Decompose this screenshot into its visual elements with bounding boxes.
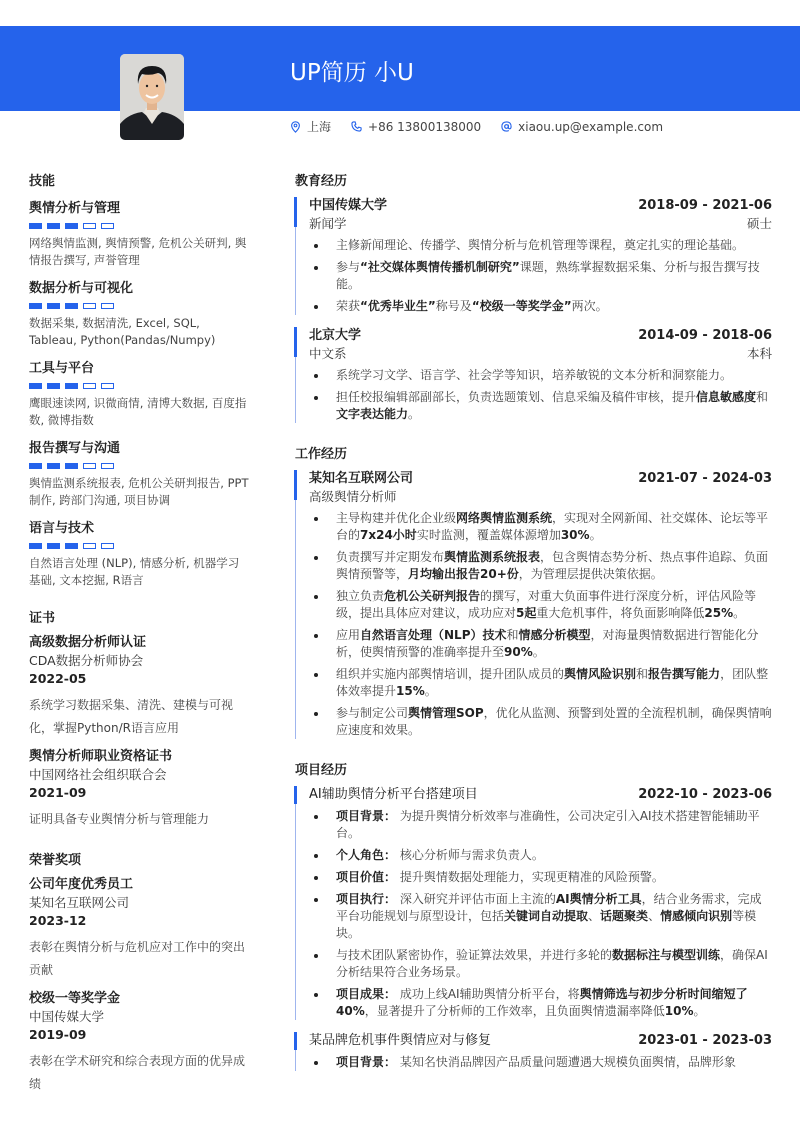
skill-name: 数据分析与可视化 bbox=[29, 281, 134, 296]
project-name: 某品牌危机事件舆情应对与修复 bbox=[309, 1033, 492, 1048]
entry-header bbox=[309, 470, 772, 488]
level-filled-icon bbox=[47, 223, 60, 229]
bullet-text: 重大危机事件，将负面影响降低 bbox=[536, 606, 705, 620]
skills-title: 技能 bbox=[29, 174, 56, 189]
certificate-issuer: 中国网络社会组织联合会 bbox=[29, 767, 167, 782]
bullet-highlight: 个人角色： bbox=[336, 848, 397, 862]
certificate-date: 2021-09 bbox=[29, 785, 87, 800]
degree: 硕士 bbox=[746, 216, 772, 231]
certificate-description: 系统学习数据采集、清洗、建模与可视化，掌握Python/R语言应用 bbox=[29, 698, 234, 735]
bullet-text: 独立负责 bbox=[336, 589, 385, 603]
bullet-item bbox=[309, 1054, 772, 1071]
level-filled-icon bbox=[29, 303, 42, 309]
certificate-name: 高级数据分析师认证 bbox=[29, 635, 147, 650]
bullet-text: 。 bbox=[408, 407, 421, 421]
skill-item bbox=[29, 277, 249, 349]
level-empty-icon bbox=[83, 303, 96, 309]
level-filled-icon bbox=[65, 303, 78, 309]
skill-level-meter bbox=[29, 383, 249, 389]
skill-name: 报告撰写与沟通 bbox=[29, 441, 121, 456]
certificates-section bbox=[29, 607, 249, 831]
bullet-text: 主导构建并优化企业级 bbox=[336, 511, 457, 525]
bullet-highlight: 危机公关研判报告 bbox=[384, 589, 481, 603]
bullet-text: ，实现对全网新闻、社交媒体、论坛等平台的 bbox=[336, 511, 769, 542]
entry-header bbox=[309, 197, 772, 215]
honor-name: 公司年度优秀员工 bbox=[29, 877, 134, 892]
profile-photo bbox=[120, 54, 184, 140]
skill-level-meter bbox=[29, 543, 249, 549]
bullet-highlight: 报告撰写能力 bbox=[648, 667, 721, 681]
skill-item bbox=[29, 517, 249, 589]
education-entry bbox=[295, 197, 772, 315]
contact-location bbox=[290, 118, 331, 135]
bullet-item bbox=[309, 891, 772, 942]
work-section bbox=[295, 443, 772, 739]
education-section bbox=[295, 170, 772, 423]
certificate-name: 舆情分析师职业资格证书 bbox=[29, 749, 173, 764]
date-range: 2014-09 - 2018-06 bbox=[638, 328, 772, 343]
work-entry bbox=[295, 470, 772, 739]
email-text: xiaou.up@example.com bbox=[518, 119, 664, 134]
project-entry bbox=[295, 786, 772, 1020]
level-filled-icon bbox=[29, 463, 42, 469]
skill-keywords: 网络舆情监测, 舆情预警, 危机公关研判, 舆情报告撰写, 声誉管理 bbox=[29, 236, 247, 267]
bullet-highlight: 项目背景： bbox=[336, 809, 397, 823]
skills-section bbox=[29, 170, 249, 589]
bullet-text: 参与制定公司 bbox=[336, 706, 409, 720]
bullet-highlight: 15% bbox=[396, 684, 425, 698]
level-empty-icon bbox=[83, 383, 96, 389]
bullet-item bbox=[309, 389, 772, 423]
projects-section bbox=[295, 759, 772, 1071]
level-empty-icon bbox=[83, 543, 96, 549]
entry-header bbox=[309, 786, 772, 804]
school-name: 北京大学 bbox=[309, 328, 362, 343]
bullet-text: 。 bbox=[589, 528, 602, 542]
honor-issuer: 中国传媒大学 bbox=[29, 1009, 105, 1024]
bullet-highlight: 10% bbox=[664, 1004, 694, 1018]
date-range: 2022-10 - 2023-06 bbox=[638, 787, 772, 802]
bullet-text: 参与 bbox=[336, 260, 361, 274]
bullet-highlight: 5起 bbox=[516, 606, 537, 620]
bullet-text: 等模块。 bbox=[336, 909, 757, 940]
certificate bbox=[29, 634, 249, 740]
skill-item bbox=[29, 197, 249, 269]
certificate bbox=[29, 748, 249, 831]
level-empty-icon bbox=[83, 463, 96, 469]
bullet-text: 组织并实施内部舆情培训，提升团队成员的 bbox=[336, 667, 565, 681]
bullet-text: 成功上线AI辅助舆情分析平台，将 bbox=[396, 987, 580, 1001]
bullet-text: 实时监测，覆盖媒体源增加 bbox=[416, 528, 561, 542]
date-range: 2021-07 - 2024-03 bbox=[638, 471, 772, 486]
honor-description: 表彰在学术研究和综合表现方面的优异成绩 bbox=[29, 1054, 246, 1091]
honor-name: 校级一等奖学金 bbox=[29, 991, 121, 1006]
bullet-highlight: 舆情风险识别 bbox=[564, 667, 637, 681]
bullet-highlight: 情感倾向识别 bbox=[660, 909, 733, 923]
certificate-issuer: CDA数据分析师协会 bbox=[29, 653, 144, 668]
level-filled-icon bbox=[47, 383, 60, 389]
bullet-item bbox=[309, 367, 772, 384]
bullet-highlight: 自然语言处理（NLP）技术 bbox=[360, 628, 507, 642]
date-range: 2023-01 - 2023-03 bbox=[638, 1033, 772, 1048]
bullet-text: 称号及 bbox=[435, 299, 472, 313]
bullet-highlight: “优秀毕业生” bbox=[360, 299, 436, 313]
bullet-highlight: 90% bbox=[504, 645, 533, 659]
bullet-item bbox=[309, 259, 772, 293]
skill-name: 舆情分析与管理 bbox=[29, 201, 121, 216]
degree: 本科 bbox=[746, 346, 772, 361]
skill-keywords: 舆情监测系统报表, 危机公关研判报告, PPT制作, 跨部门沟通, 项目协调 bbox=[29, 476, 249, 507]
work-title: 工作经历 bbox=[295, 447, 348, 462]
job-title: 高级舆情分析师 bbox=[309, 489, 397, 504]
bullet-highlight: 舆情监测系统报表 bbox=[444, 550, 541, 564]
education-entry bbox=[295, 327, 772, 423]
bullet-list bbox=[309, 237, 772, 315]
phone-icon bbox=[351, 121, 362, 132]
entry-subheader bbox=[309, 345, 772, 363]
company-name: 某知名互联网公司 bbox=[309, 471, 414, 486]
bullet-text: 两次。 bbox=[571, 299, 608, 313]
bullet-list bbox=[309, 1054, 772, 1071]
level-filled-icon bbox=[65, 463, 78, 469]
skill-name: 语言与技术 bbox=[29, 521, 95, 536]
entry-header bbox=[309, 327, 772, 345]
entry-header bbox=[309, 1032, 772, 1050]
skill-level-meter bbox=[29, 223, 249, 229]
level-filled-icon bbox=[65, 223, 78, 229]
bullet-highlight: 网络舆情监测系统 bbox=[456, 511, 553, 525]
bullet-item bbox=[309, 510, 772, 544]
email-at-icon bbox=[501, 121, 512, 132]
bullet-highlight: 项目价值： bbox=[336, 870, 397, 884]
bullet-text: 提升舆情数据处理能力，实现更精准的风险预警。 bbox=[396, 870, 664, 884]
bullet-list bbox=[309, 367, 772, 423]
bullet-text: 负责撰写并定期发布 bbox=[336, 550, 445, 564]
bullet-item bbox=[309, 986, 772, 1020]
bullet-text: 和 bbox=[506, 628, 519, 642]
bullet-highlight: 项目成果： bbox=[336, 987, 397, 1001]
left-column bbox=[29, 170, 249, 1108]
entry-subheader bbox=[309, 488, 772, 506]
level-filled-icon bbox=[65, 543, 78, 549]
bullet-highlight: 项目背景： bbox=[336, 1055, 397, 1069]
bullet-text: ，显著提升了分析师的工作效率，且负面舆情遗漏率降低 bbox=[364, 1004, 665, 1018]
skill-item bbox=[29, 437, 249, 509]
level-empty-icon bbox=[101, 303, 114, 309]
skill-keywords: 数据采集, 数据清洗, Excel, SQL, Tableau, Python(Pandas/Numpy) bbox=[29, 316, 216, 347]
entry-subheader bbox=[309, 215, 772, 233]
level-empty-icon bbox=[101, 463, 114, 469]
level-filled-icon bbox=[65, 383, 78, 389]
level-filled-icon bbox=[29, 223, 42, 229]
school-name: 中国传媒大学 bbox=[309, 198, 388, 213]
bullet-text: ，对海量舆情数据进行智能化分析，使舆情预警的准确率提升至 bbox=[336, 628, 759, 659]
bullet-text: ，优化从监测、预警到处置的全流程机制，确保舆情响应速度和效果。 bbox=[336, 706, 772, 737]
bullet-highlight: 舆情筛选与初步分析时间缩短了40% bbox=[336, 987, 748, 1018]
bullet-text: 深入研究并评估市面上主流的 bbox=[396, 892, 556, 906]
bullet-highlight: 7x24小时 bbox=[360, 528, 417, 542]
bullet-text: ，包含舆情态势分析、热点事件追踪、负面舆情预警等， bbox=[336, 550, 769, 581]
bullet-text: 。 bbox=[532, 645, 545, 659]
bullet-highlight: 信息敏感度 bbox=[696, 390, 757, 404]
location-pin-icon bbox=[290, 121, 301, 133]
level-filled-icon bbox=[47, 463, 60, 469]
bullet-text: 、 bbox=[648, 909, 661, 923]
date-range: 2018-09 - 2021-06 bbox=[638, 198, 772, 213]
bullet-item bbox=[309, 549, 772, 583]
bullet-item bbox=[309, 627, 772, 661]
projects-title: 项目经历 bbox=[295, 763, 348, 778]
honors-title: 荣誉奖项 bbox=[29, 853, 82, 868]
honor-issuer: 某知名互联网公司 bbox=[29, 895, 130, 910]
phone-text: +86 13800138000 bbox=[368, 119, 482, 134]
bullet-highlight: 文字表达能力 bbox=[336, 407, 409, 421]
bullet-highlight: 月均输出报告20+份 bbox=[408, 567, 519, 581]
bullet-text: ，团队整体效率提升 bbox=[336, 667, 769, 698]
level-filled-icon bbox=[29, 543, 42, 549]
level-filled-icon bbox=[47, 543, 60, 549]
honor bbox=[29, 876, 249, 982]
honors-section bbox=[29, 849, 249, 1096]
skill-level-meter bbox=[29, 463, 249, 469]
skill-item bbox=[29, 357, 249, 429]
bullet-highlight: 情感分析模型 bbox=[518, 628, 591, 642]
skill-keywords: 鹰眼速读网, 识微商情, 清博大数据, 百度指数, 微博指数 bbox=[29, 396, 247, 427]
bullet-item bbox=[309, 237, 772, 254]
honor bbox=[29, 990, 249, 1096]
level-empty-icon bbox=[101, 383, 114, 389]
bullet-highlight: 项目执行： bbox=[336, 892, 397, 906]
bullet-text: 课题，熟练掌握数据采集、分析与报告撰写技能。 bbox=[336, 260, 760, 291]
bullet-text: 某知名快消品牌因产品质量问题遭遇大规模负面舆情，品牌形象 bbox=[396, 1055, 736, 1069]
level-filled-icon bbox=[47, 303, 60, 309]
bullet-highlight: 25% bbox=[704, 606, 734, 620]
bullet-text: ，为管理层提供决策依据。 bbox=[518, 567, 663, 581]
bullet-item bbox=[309, 298, 772, 315]
major: 中文系 bbox=[309, 346, 347, 361]
bullet-item bbox=[309, 666, 772, 700]
education-title: 教育经历 bbox=[295, 174, 348, 189]
right-column bbox=[295, 170, 772, 1083]
bullet-list bbox=[309, 510, 772, 739]
bullet-text: 和 bbox=[756, 390, 769, 404]
bullet-highlight: “社交媒体舆情传播机制研究” bbox=[360, 260, 520, 274]
bullet-text: ，确保AI分析结果符合业务场景。 bbox=[336, 948, 768, 979]
bullet-text: 。 bbox=[733, 606, 746, 620]
bullet-highlight: “校级一等奖学金” bbox=[471, 299, 572, 313]
project-entry bbox=[295, 1032, 772, 1071]
bullet-text: ，结合业务需求，完成平台功能规划与原型设计，包括 bbox=[336, 892, 762, 923]
skill-name: 工具与平台 bbox=[29, 361, 95, 376]
bullet-text: 系统学习文学、语言学、社会学等知识，培养敏锐的文本分析和洞察能力。 bbox=[336, 368, 733, 382]
bullet-text: 和 bbox=[636, 667, 649, 681]
bullet-item bbox=[309, 947, 772, 981]
bullet-text: 核心分析师与需求负责人。 bbox=[396, 848, 544, 862]
bullet-item bbox=[309, 588, 772, 622]
bullet-item bbox=[309, 808, 772, 842]
level-empty-icon bbox=[83, 223, 96, 229]
location-text: 上海 bbox=[307, 120, 332, 134]
level-empty-icon bbox=[101, 543, 114, 549]
project-name: AI辅助舆情分析平台搭建项目 bbox=[309, 787, 478, 802]
candidate-name: UP简历 小U bbox=[290, 60, 414, 86]
bullet-text: 担任校报编辑部副部长，负责选题策划、信息采编及稿件审核，提升 bbox=[336, 390, 697, 404]
level-filled-icon bbox=[29, 383, 42, 389]
certificate-description: 证明具备专业舆情分析与管理能力 bbox=[29, 812, 210, 826]
bullet-text: 、 bbox=[588, 909, 601, 923]
bullet-highlight: 数据标注与模型训练 bbox=[612, 948, 721, 962]
honor-date: 2019-09 bbox=[29, 1027, 87, 1042]
bullet-text: 为提升舆情分析效率与准确性，公司决定引入AI技术搭建智能辅助平台。 bbox=[336, 809, 760, 840]
bullet-item bbox=[309, 847, 772, 864]
contact-info bbox=[290, 118, 683, 135]
bullet-text: 应用 bbox=[336, 628, 361, 642]
bullet-highlight: 话题聚类 bbox=[600, 909, 649, 923]
certificate-date: 2022-05 bbox=[29, 671, 87, 686]
honor-description: 表彰在舆情分析与危机应对工作中的突出贡献 bbox=[29, 940, 246, 977]
honor-date: 2023-12 bbox=[29, 913, 87, 928]
contact-email[interactable] bbox=[501, 120, 663, 134]
bullet-highlight: 30% bbox=[560, 528, 590, 542]
level-empty-icon bbox=[101, 223, 114, 229]
bullet-text: 主修新闻理论、传播学、舆情分析与危机管理等课程，奠定扎实的理论基础。 bbox=[336, 238, 745, 252]
bullet-text: 的撰写，对重大负面事件进行深度分析，评估风险等级，提出具体应对建议，成功应对 bbox=[336, 589, 757, 620]
bullet-highlight: AI舆情分析工具 bbox=[555, 892, 642, 906]
certificates-title: 证书 bbox=[29, 611, 56, 626]
bullet-text: 。 bbox=[693, 1004, 706, 1018]
bullet-item bbox=[309, 869, 772, 886]
bullet-text: 与技术团队紧密协作，验证算法效果，并进行多轮的 bbox=[336, 948, 613, 962]
bullet-text: 。 bbox=[424, 684, 437, 698]
major: 新闻学 bbox=[309, 216, 347, 231]
skill-keywords: 自然语言处理 (NLP), 情感分析, 机器学习基础, 文本挖掘, R语言 bbox=[29, 556, 240, 587]
bullet-highlight: 舆情管理SOP bbox=[408, 706, 484, 720]
contact-phone[interactable] bbox=[351, 120, 481, 134]
bullet-item bbox=[309, 705, 772, 739]
bullet-text: 荣获 bbox=[336, 299, 361, 313]
bullet-highlight: 关键词自动提取 bbox=[504, 909, 589, 923]
bullet-list bbox=[309, 808, 772, 1020]
skill-level-meter bbox=[29, 303, 249, 309]
